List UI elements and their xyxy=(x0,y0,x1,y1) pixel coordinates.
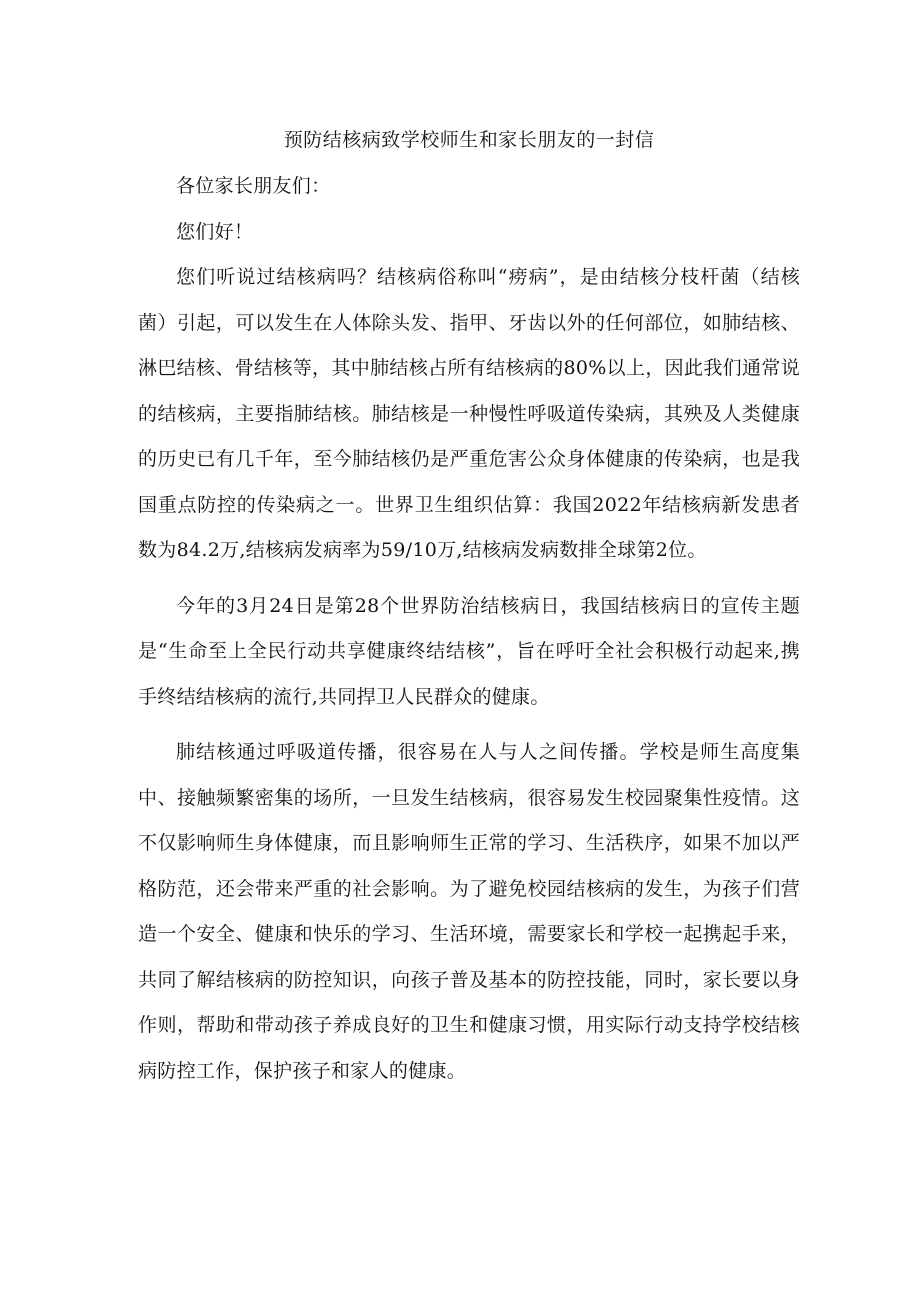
document-page xyxy=(138,120,800,1094)
paragraph-gap xyxy=(138,574,800,584)
paragraph-intro: 您们听说过结核病吗？结核病俗称叫“痨病”，是由结核分枝杆菌（结核菌）引起，可以发生在人体除头发、指甲、牙齿以外的任何部位，如肺结核、淋巴结核、骨结核等，其中肺结核占所有结核病的80%以上，因此我们通常说的结核病，主要指肺结核。肺结核是一种慢性呼吸道传染病，其殃及人类健康的历史已有几千年，至今肺结核仍是严重危害公众身体健康的传染病，也是我国重点防控的传染病之一。世界卫生组织估算：我国2022年结核病新发患者数为84.2万,结核病发病率为59/10万,结核病发病数排全球第2位。 xyxy=(138,266,800,561)
greeting: 各位家长朋友们： xyxy=(176,175,331,197)
paragraph-school: 肺结核通过呼吸道传播，很容易在人与人之间传播。学校是师生高度集中、接触频繁密集的场所，一旦发生结核病，很容易发生校园聚集性疫情。这不仅影响师生身体健康，而且影响师生正常的学习、生活秩序，如果不加以严格防范，还会带来严重的社会影响。为了避免校园结核病的发生，为孩子们营造一个安全、健康和快乐的学习、生活环境，需要家长和学校一起携起手来，共同了解结核病的防控知识，向孩子普及基本的防控技能，同时，家长要以身作则，帮助和带动孩子养成良好的卫生和健康习惯，用实际行动支持学校结核病防控工作，保护孩子和家人的健康。 xyxy=(138,741,800,1082)
paragraph-tb-day: 今年的3月24日是第28个世界防治结核病日，我国结核病日的宣传主题是“生命至上全民行动共享健康终结结核”，旨在呼吁全社会积极行动起来,携手终结结核病的流行,共同捍卫人民群众的健康。 xyxy=(138,594,800,708)
document-title: 预防结核病致学校师生和家长朋友的一封信 xyxy=(283,129,655,151)
salutation: 您们好！ xyxy=(176,220,254,243)
paragraph-gap xyxy=(138,720,800,730)
